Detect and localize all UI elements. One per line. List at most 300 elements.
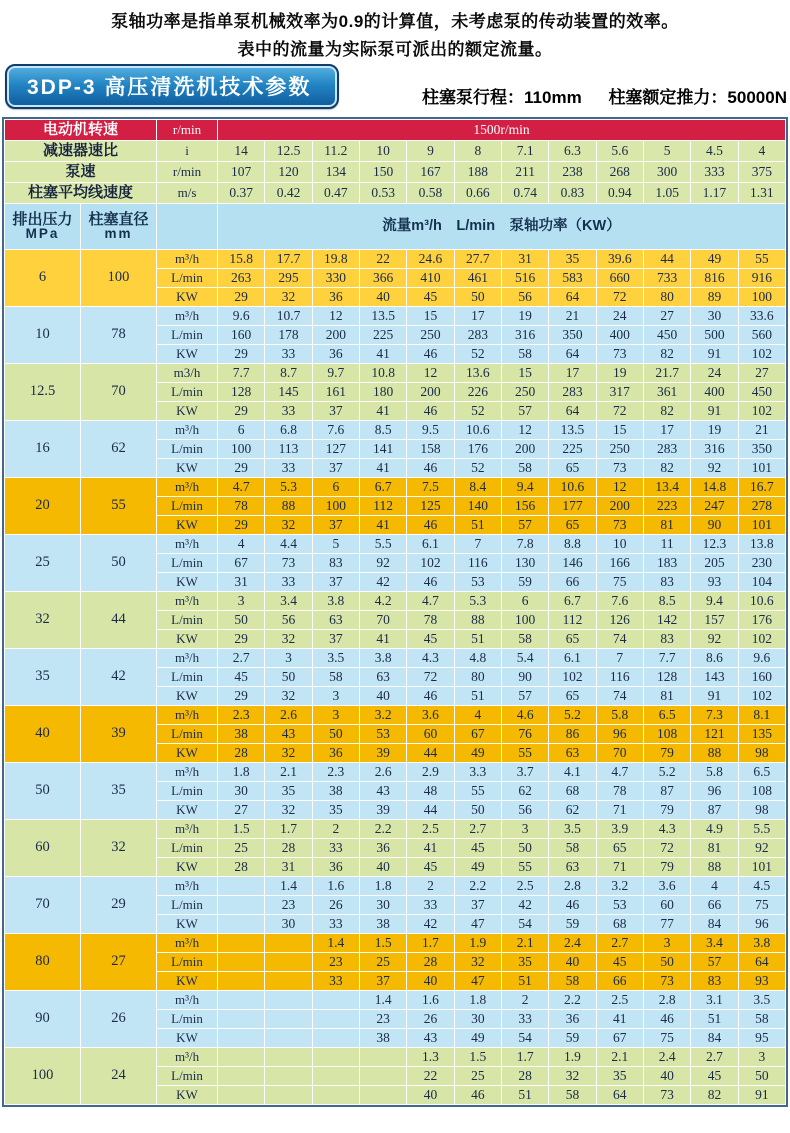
value-cell [218,1029,264,1047]
value-cell: 57 [691,953,737,971]
value-cell: 916 [739,269,785,287]
value-cell: 4.7 [407,592,453,610]
value-cell: 71 [597,801,643,819]
value-cell: 45 [407,630,453,648]
value-cell: 77 [644,915,690,933]
value-cell: 93 [691,573,737,591]
value-cell: 12 [407,364,453,382]
value-cell: 9.7 [313,364,359,382]
diameter-cell: 27 [81,934,156,990]
unit-cell: L/min [157,839,217,857]
value-cell: 28 [502,1067,548,1085]
motor-speed-label: 电动机转速 [5,120,156,140]
value-cell: 89 [691,288,737,306]
value-cell: 46 [549,896,595,914]
value-cell: 8.6 [691,649,737,667]
value-cell: 58 [549,972,595,990]
value-cell: 87 [644,782,690,800]
speed-row-value: 0.53 [360,183,406,203]
value-cell: 50 [313,725,359,743]
value-cell: 64 [549,288,595,306]
value-cell: 226 [455,383,501,401]
value-cell: 5.5 [739,820,785,838]
value-cell: 10.6 [455,421,501,439]
pressure-cell: 70 [5,877,80,933]
value-cell: 2 [407,877,453,895]
value-cell: 5.5 [360,535,406,553]
value-cell: 67 [455,725,501,743]
value-cell: 5.2 [549,706,595,724]
unit-cell: KW [157,630,217,648]
value-cell: 17 [549,364,595,382]
pressure-cell: 32 [5,592,80,648]
value-cell: 1.5 [218,820,264,838]
value-cell: 250 [597,440,643,458]
value-cell: 200 [502,440,548,458]
value-cell: 5 [313,535,359,553]
value-cell: 1.8 [455,991,501,1009]
value-cell: 263 [218,269,264,287]
unit-cell: KW [157,801,217,819]
speed-row-value: 0.42 [265,183,311,203]
speed-row-value: 238 [549,162,595,182]
value-cell: 101 [739,516,785,534]
value-cell: 160 [218,326,264,344]
value-cell: 100 [502,611,548,629]
value-cell: 65 [549,516,595,534]
value-cell: 60 [407,725,453,743]
value-cell [360,1067,406,1085]
value-cell: 8.5 [644,592,690,610]
value-cell: 72 [407,668,453,686]
value-cell: 156 [502,497,548,515]
value-cell: 48 [407,782,453,800]
value-cell: 1.9 [549,1048,595,1066]
value-cell: 92 [360,554,406,572]
value-cell: 9.5 [407,421,453,439]
value-cell: 41 [360,516,406,534]
value-cell: 3 [739,1048,785,1066]
value-cell: 40 [360,858,406,876]
pressure-cell: 90 [5,991,80,1047]
value-cell: 40 [360,288,406,306]
speed-row-value: 12.5 [265,141,311,161]
value-cell [265,934,311,952]
value-cell: 25 [455,1067,501,1085]
value-cell: 3.2 [360,706,406,724]
value-cell: 30 [218,782,264,800]
unit-cell: L/min [157,383,217,401]
value-cell: 250 [407,326,453,344]
value-cell: 51 [691,1010,737,1028]
value-cell: 101 [739,459,785,477]
value-cell: 25 [218,839,264,857]
value-cell: 316 [502,326,548,344]
value-cell: 145 [265,383,311,401]
value-cell: 33 [265,573,311,591]
value-cell: 13.5 [360,307,406,325]
value-cell: 53 [597,896,643,914]
speed-row-value: 300 [644,162,690,182]
value-cell: 330 [313,269,359,287]
motor-speed-value: 1500r/min [218,120,785,140]
value-cell: 6 [502,592,548,610]
value-cell: 40 [549,953,595,971]
value-cell: 28 [218,744,264,762]
value-cell: 50 [265,668,311,686]
speed-row-value: 4 [739,141,785,161]
value-cell: 87 [691,801,737,819]
value-cell: 104 [739,573,785,591]
data-row [5,1048,785,1066]
value-cell: 75 [644,1029,690,1047]
value-cell: 64 [597,1086,643,1104]
value-cell: 283 [644,440,690,458]
pressure-cell: 20 [5,478,80,534]
value-cell: 54 [502,1029,548,1047]
value-cell: 83 [644,630,690,648]
value-cell: 30 [360,896,406,914]
diameter-cell: 39 [81,706,156,762]
speed-row-value: 150 [360,162,406,182]
value-cell: 225 [360,326,406,344]
value-cell: 22 [407,1067,453,1085]
note-line-2: 表中的流量为实际泵可派出的额定流量。 [237,40,553,59]
value-cell: 26 [407,1010,453,1028]
value-cell: 7.3 [691,706,737,724]
value-cell: 41 [360,630,406,648]
value-cell: 3.9 [597,820,643,838]
value-cell: 84 [691,1029,737,1047]
value-cell: 583 [549,269,595,287]
value-cell: 36 [360,839,406,857]
value-cell: 41 [360,402,406,420]
value-cell: 98 [739,801,785,819]
value-cell [265,1029,311,1047]
pressure-cell: 6 [5,250,80,306]
unit-cell: KW [157,516,217,534]
speed-row-value: 0.66 [455,183,501,203]
value-cell: 410 [407,269,453,287]
value-cell: 91 [739,1086,785,1104]
value-cell: 35 [313,801,359,819]
value-cell: 37 [360,972,406,990]
value-cell: 2.5 [407,820,453,838]
value-cell [218,896,264,914]
value-cell: 28 [218,858,264,876]
value-cell [313,1086,359,1104]
value-cell: 28 [265,839,311,857]
value-cell: 3.4 [691,934,737,952]
speed-row-value: 0.47 [313,183,359,203]
value-cell: 44 [644,250,690,268]
value-cell: 7.6 [597,592,643,610]
value-cell: 135 [739,725,785,743]
pressure-cell: 50 [5,763,80,819]
value-cell: 317 [597,383,643,401]
value-cell: 450 [739,383,785,401]
value-cell: 7.8 [502,535,548,553]
value-cell: 33 [313,839,359,857]
spec-text [400,83,787,109]
value-cell: 5.8 [691,763,737,781]
value-cell: 2.4 [644,1048,690,1066]
value-cell: 1.6 [407,991,453,1009]
value-cell: 82 [644,459,690,477]
value-cell: 9.6 [739,649,785,667]
value-cell: 2.6 [265,706,311,724]
value-cell: 37 [313,459,359,477]
pressure-header-unit: MPa [25,226,60,242]
value-cell: 4.6 [502,706,548,724]
value-cell: 70 [597,744,643,762]
value-cell: 4.3 [407,649,453,667]
value-cell: 102 [739,345,785,363]
speed-row-value: 4.5 [691,141,737,161]
pressure-cell: 12.5 [5,364,80,420]
value-cell: 88 [691,858,737,876]
value-cell: 33 [265,402,311,420]
value-cell: 33 [265,459,311,477]
value-cell: 1.7 [502,1048,548,1066]
parameters-table [2,117,788,1107]
value-cell: 1.8 [218,763,264,781]
value-cell: 2.1 [265,763,311,781]
value-cell: 56 [502,801,548,819]
value-cell: 500 [691,326,737,344]
value-cell [218,1067,264,1085]
value-cell: 3.2 [597,877,643,895]
value-cell: 4.9 [691,820,737,838]
value-cell: 32 [455,953,501,971]
unit-cell: m³/h [157,991,217,1009]
value-cell: 32 [265,516,311,534]
value-cell: 29 [218,402,264,420]
value-cell: 560 [739,326,785,344]
value-cell: 55 [502,744,548,762]
value-cell [218,953,264,971]
value-cell: 2.7 [455,820,501,838]
value-cell: 41 [407,839,453,857]
value-cell: 73 [597,459,643,477]
note-line-1: 泵轴功率是指单泵机械效率为0.9的计算值，未考虑泵的传动装置的效率。 [111,12,679,31]
value-cell: 2.7 [597,934,643,952]
value-cell: 3 [265,649,311,667]
value-cell: 200 [407,383,453,401]
unit-cell: KW [157,744,217,762]
value-cell: 73 [597,345,643,363]
unit-cell: m³/h [157,934,217,952]
value-cell: 7 [455,535,501,553]
value-cell: 13.6 [455,364,501,382]
value-cell: 1.6 [313,877,359,895]
value-cell: 125 [407,497,453,515]
value-cell: 24 [691,364,737,382]
value-cell: 55 [739,250,785,268]
value-cell: 74 [597,687,643,705]
value-cell: 52 [455,459,501,477]
value-cell: 37 [455,896,501,914]
value-cell: 36 [313,345,359,363]
value-cell: 33 [313,915,359,933]
value-cell: 64 [549,345,595,363]
speed-row-value: 0.74 [502,183,548,203]
unit-cell: KW [157,687,217,705]
value-cell: 50 [739,1067,785,1085]
value-cell: 88 [691,744,737,762]
value-cell: 98 [739,744,785,762]
value-cell: 80 [455,668,501,686]
value-cell: 40 [360,687,406,705]
unit-cell: m³/h [157,478,217,496]
value-cell: 400 [597,326,643,344]
speed-row-value: 5 [644,141,690,161]
value-cell: 1.4 [313,934,359,952]
value-cell: 126 [597,611,643,629]
value-cell: 68 [549,782,595,800]
value-cell: 95 [739,1029,785,1047]
value-cell: 76 [502,725,548,743]
value-cell: 45 [407,858,453,876]
value-cell: 2 [313,820,359,838]
value-cell: 50 [644,953,690,971]
unit-cell: KW [157,573,217,591]
value-cell: 43 [265,725,311,743]
value-cell: 8.7 [265,364,311,382]
value-cell: 46 [644,1010,690,1028]
pressure-cell: 40 [5,706,80,762]
value-cell: 733 [644,269,690,287]
value-cell: 44 [407,744,453,762]
speed-row-value: 14 [218,141,264,161]
value-cell: 72 [644,839,690,857]
value-cell: 15.8 [218,250,264,268]
unit-cell: m³/h [157,820,217,838]
value-cell: 230 [739,554,785,572]
value-cell: 45 [407,288,453,306]
value-cell: 56 [265,611,311,629]
value-cell: 33 [313,972,359,990]
value-cell: 78 [218,497,264,515]
data-row [5,649,785,667]
value-cell: 1.4 [360,991,406,1009]
data-row [5,706,785,724]
value-cell: 29 [218,459,264,477]
value-cell: 78 [597,782,643,800]
speed-row-value: 7.1 [502,141,548,161]
value-cell: 79 [644,801,690,819]
value-cell: 6.8 [265,421,311,439]
value-cell: 2.1 [597,1048,643,1066]
pressure-cell: 80 [5,934,80,990]
value-cell: 28 [407,953,453,971]
value-cell: 49 [455,744,501,762]
value-cell: 35 [549,250,595,268]
value-cell: 3.1 [691,991,737,1009]
value-cell: 283 [455,326,501,344]
unit-cell: L/min [157,668,217,686]
value-cell: 75 [739,896,785,914]
diameter-cell: 78 [81,307,156,363]
value-cell: 67 [597,1029,643,1047]
pressure-cell: 16 [5,421,80,477]
diameter-cell: 35 [81,763,156,819]
value-cell: 23 [265,896,311,914]
value-cell: 176 [739,611,785,629]
value-cell: 31 [502,250,548,268]
value-cell: 12 [502,421,548,439]
value-cell: 4 [691,877,737,895]
value-cell: 3 [644,934,690,952]
value-cell: 92 [691,459,737,477]
value-cell: 91 [691,687,737,705]
value-cell [218,877,264,895]
value-cell [313,1067,359,1085]
value-cell: 2.1 [502,934,548,952]
value-cell: 4.4 [265,535,311,553]
value-cell: 35 [502,953,548,971]
value-cell: 128 [644,668,690,686]
value-cell: 50 [455,288,501,306]
speed-row-unit: i [157,141,217,161]
speed-row-label: 减速器速比 [5,141,156,161]
value-cell: 3 [218,592,264,610]
value-cell: 10 [597,535,643,553]
value-cell: 90 [502,668,548,686]
value-cell: 178 [265,326,311,344]
speed-row-value: 268 [597,162,643,182]
value-cell: 16.7 [739,478,785,496]
value-cell: 400 [691,383,737,401]
value-cell: 200 [597,497,643,515]
speed-row-value: 8 [455,141,501,161]
diameter-header-label: 柱塞直径 [88,210,149,228]
value-cell: 160 [739,668,785,686]
value-cell: 66 [549,573,595,591]
value-cell: 101 [739,858,785,876]
value-cell: 146 [549,554,595,572]
value-cell: 21 [549,307,595,325]
value-cell: 46 [407,516,453,534]
value-cell: 4.3 [644,820,690,838]
value-cell: 32 [265,630,311,648]
value-cell: 93 [739,972,785,990]
value-cell: 142 [644,611,690,629]
value-cell: 59 [549,1029,595,1047]
value-cell: 141 [360,440,406,458]
value-cell: 62 [549,801,595,819]
value-cell: 65 [597,839,643,857]
unit-cell: m³/h [157,250,217,268]
value-cell: 63 [360,668,406,686]
value-cell: 161 [313,383,359,401]
value-cell: 32 [265,687,311,705]
value-cell: 39 [360,801,406,819]
title-bar [0,67,790,109]
value-cell [218,972,264,990]
value-cell: 83 [691,972,737,990]
value-cell: 54 [502,915,548,933]
value-cell: 51 [502,1086,548,1104]
value-cell: 60 [644,896,690,914]
value-cell: 33 [502,1010,548,1028]
value-cell: 2.2 [360,820,406,838]
value-cell: 71 [597,858,643,876]
value-cell: 102 [549,668,595,686]
diameter-cell: 62 [81,421,156,477]
value-cell: 23 [360,1010,406,1028]
value-cell: 81 [644,687,690,705]
